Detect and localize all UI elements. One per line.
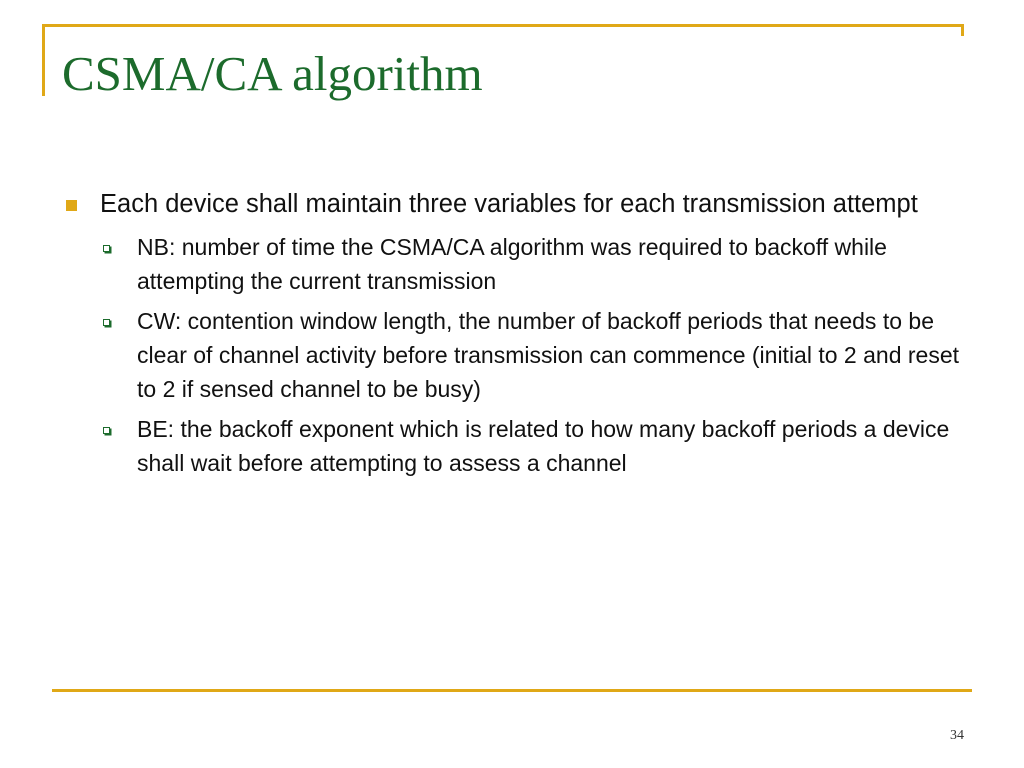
sub-bullet-be xyxy=(62,412,982,480)
sub-bullet-cw xyxy=(62,304,982,406)
sub-bullet-list xyxy=(62,230,982,480)
hollow-square-bullet-icon xyxy=(103,245,110,252)
sub-bullet-text: BE: the backoff exponent which is related to how many backoff periods a device shall wait before attempting to assess a channel xyxy=(137,416,950,476)
title-frame-top-rule xyxy=(42,24,964,27)
slide-title: CSMA/CA algorithm xyxy=(62,46,483,101)
footer-rule xyxy=(52,689,972,692)
sub-bullet-nb xyxy=(62,230,982,298)
page-number: 34 xyxy=(950,728,964,743)
main-bullet-text: Each device shall maintain three variables for each transmission attempt xyxy=(100,190,918,218)
hollow-square-bullet-icon xyxy=(103,319,110,326)
sub-bullet-text: NB: number of time the CSMA/CA algorithm was required to backoff while attempting the current transmission xyxy=(137,234,887,294)
title-frame-left-rule xyxy=(42,24,45,96)
hollow-square-bullet-icon xyxy=(103,427,110,434)
main-bullet xyxy=(62,186,982,222)
slide-body xyxy=(62,186,982,486)
title-frame-right-rule xyxy=(961,24,964,36)
sub-bullet-text: CW: contention window length, the number of backoff periods that needs to be clear of channel activity before transmission can commence (initial to 2 and reset to 2 if sensed channel to be busy) xyxy=(137,308,960,402)
square-bullet-icon xyxy=(66,200,77,211)
